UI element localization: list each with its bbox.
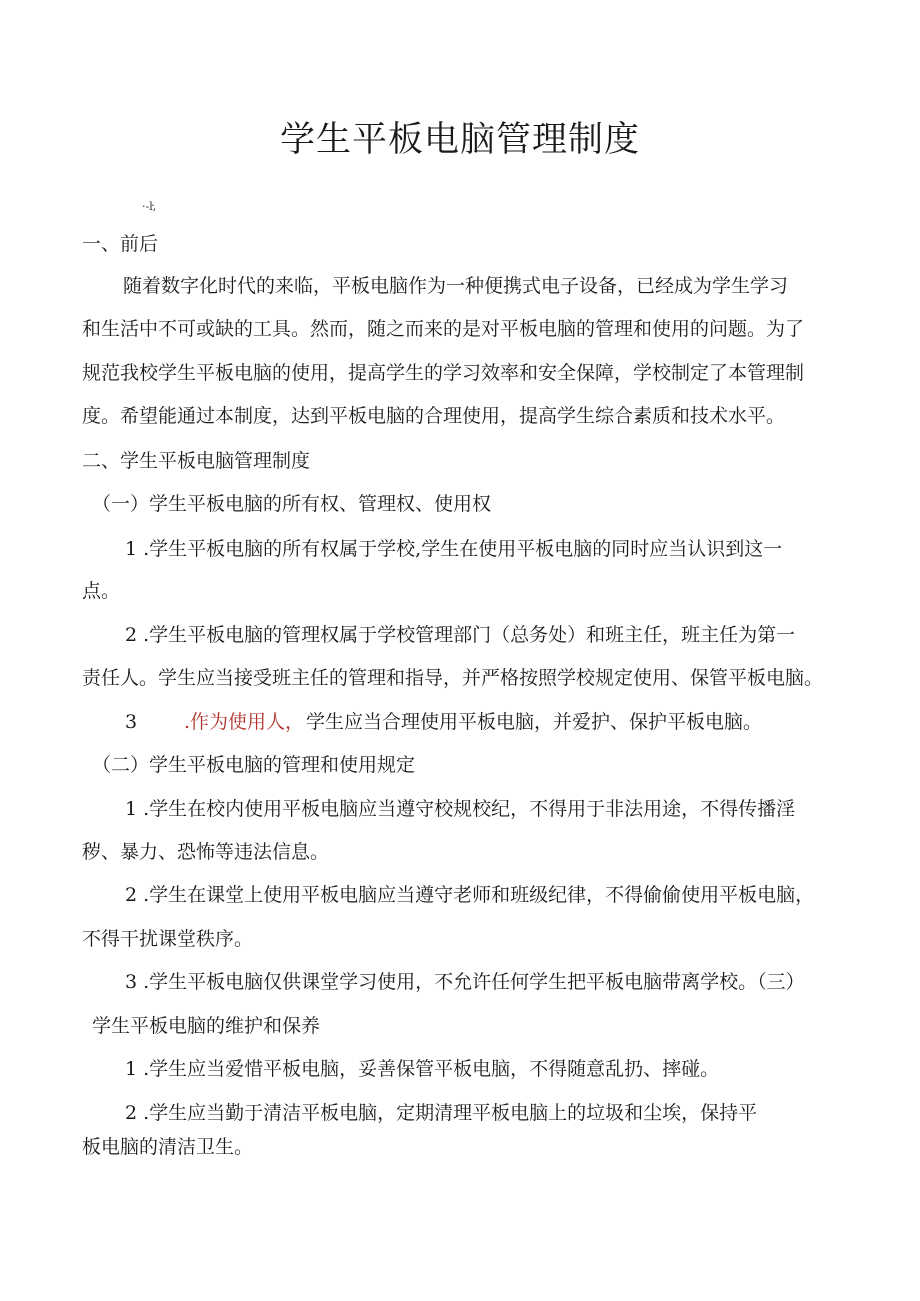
stray-mark: ·-ŀ, [142,200,157,213]
paragraph-line: 随着数字化时代的来临，平板电脑作为一种便携式电子设备，已经成为学生学习 [123,275,789,297]
document-title: 学生平板电脑管理制度 [279,120,640,160]
list-item-number: 3 [125,711,138,733]
subsection-heading: （一）学生平板电脑的所有权、管理权、使用权 [92,493,492,515]
list-item-line: 板电脑的清洁卫生。 [82,1136,254,1158]
list-item-line: 1 .学生应当爱惜平板电脑，妥善保管平板电脑，不得随意乱扔、摔碰。 [125,1058,720,1080]
paragraph-line: 规范我校学生平板电脑的使用，提高学生的学习效率和安全保障，学校制定了本管理制 [82,362,805,384]
list-item-line: 1 .学生在校内使用平板电脑应当遵守校规校纪，不得用于非法用途，不得传播淫 [125,798,796,820]
list-item-line: 不得干扰课堂秩序。 [82,928,254,950]
list-item-line: 1 .学生平板电脑的所有权属于学校,学生在使用平板电脑的同时应当认识到这一 [125,538,783,560]
paragraph-line: 和生活中不可或缺的工具。然而，随之而来的是对平板电脑的管理和使用的问题。为了 [82,318,805,340]
list-item-line: 2 .学生平板电脑的管理权属于学校管理部门（总务处）和班主任，班主任为第一 [125,624,796,646]
list-item-line: 责任人。学生应当接受班主任的管理和指导，并严格按照学校规定使用、保管平板电脑。 [82,667,824,689]
list-item-line: 2 .学生应当勤于清洁平板电脑，定期清理平板电脑上的垃圾和尘埃，保持平 [125,1102,758,1124]
subsection-heading: 学生平板电脑的维护和保养 [92,1015,321,1037]
paragraph-line: 度。希望能通过本制度，达到平板电脑的合理使用，提高学生综合素质和技术水平。 [82,405,786,427]
subsection-heading: （二）学生平板电脑的管理和使用规定 [92,754,416,776]
list-item-line: 秽、暴力、恐怖等违法信息。 [82,841,330,863]
section-heading-1: 一、前后 [82,233,159,255]
list-item-line: 点。 [82,580,121,602]
list-item-line: 3 .学生平板电脑仅供课堂学习使用，不允许任何学生把平板电脑带离学校。（三） [125,971,805,993]
highlighted-text: .作为使用人， [184,711,305,733]
list-item-line: 2 .学生在课堂上使用平板电脑应当遵守老师和班级纪律，不得偷偷使用平板电脑， [125,884,815,906]
section-heading-2: 二、学生平板电脑管理制度 [82,450,311,472]
list-item-line: 学生应当合理使用平板电脑，并爱护、保护平板电脑。 [306,711,763,733]
